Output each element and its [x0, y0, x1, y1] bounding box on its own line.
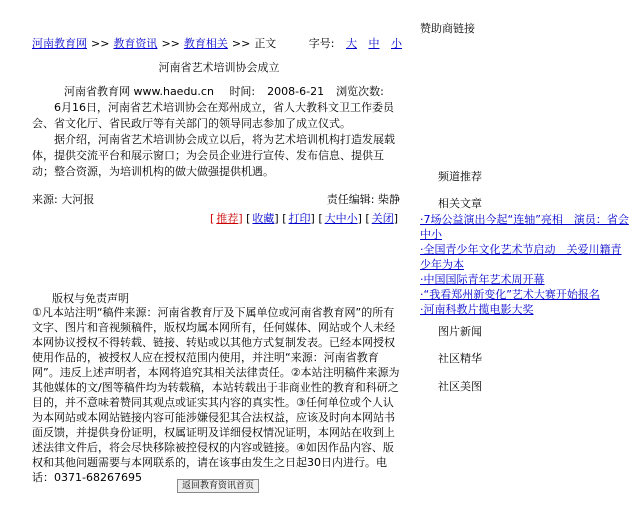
source-label: 来源:: [32, 193, 58, 206]
related-articles-heading: 相关文章: [438, 197, 482, 210]
font-size-large-link[interactable]: 大: [346, 37, 357, 50]
close-link[interactable]: 关闭: [371, 212, 394, 225]
recommend-link[interactable]: 推荐: [216, 212, 239, 225]
article-time-label: 时间:: [229, 85, 256, 98]
breadcrumb-related-link[interactable]: 教育相关: [183, 37, 228, 50]
related-article-link[interactable]: ·全国青少年文化艺术节启动 关爱川籍青少年为本: [420, 243, 622, 271]
breadcrumb-news-link[interactable]: 教育资讯: [113, 37, 158, 50]
list-item: [420, 242, 630, 272]
font-size-label: 字号:: [308, 37, 335, 50]
list-item: [420, 212, 630, 242]
article-body: [32, 100, 396, 180]
related-article-link[interactable]: ·中国国际青年艺术周开幕: [420, 273, 545, 286]
article-title: 河南省艺术培训协会成立: [158, 61, 280, 74]
article-source-bar: [32, 191, 404, 207]
font-size-medium-link[interactable]: 中: [368, 37, 380, 50]
related-article-link[interactable]: ·7场公益演出今起“连轴”亮相 演员：省会中小: [420, 213, 629, 241]
article-paragraph: 据介绍，河南省艺术培训协会成立以后，将为艺术培训机构打造发展载体，提供交流平台和展示窗口；为会员企业进行宣传、发布信息、提供互动；整合资源，为培训机构的做大做强提供机遇。: [32, 133, 395, 178]
breadcrumb: [32, 35, 406, 51]
editor-info: [327, 191, 400, 207]
print-link[interactable]: 打印: [288, 212, 311, 225]
community-featured-heading: 社区精华: [438, 352, 482, 365]
article-meta: [64, 83, 396, 99]
breadcrumb-current: 正文: [254, 37, 277, 50]
related-articles-list: [420, 212, 630, 317]
font-toggle-link[interactable]: 大中小: [324, 212, 358, 225]
source-value: 大河报: [61, 193, 95, 206]
sponsor-links-heading: 赞助商链接: [420, 22, 475, 35]
breadcrumb-separator: >>: [231, 37, 251, 50]
copyright-title: 版权与免责声明: [52, 292, 129, 305]
article-site: 河南省教育网 www.haedu.cn: [64, 85, 214, 98]
photo-news-heading: 图片新闻: [438, 325, 482, 338]
list-item: [420, 272, 630, 287]
channel-recommend-heading: 频道推荐: [438, 170, 482, 183]
breadcrumb-home-link[interactable]: 河南教育网: [32, 37, 87, 50]
editor-label: 责任编辑:: [326, 193, 375, 206]
list-item: [420, 287, 630, 302]
article-actions: [ 推荐] [ 收藏] [ 打印] [ 大中小] [ 关闭]: [210, 212, 398, 225]
favorite-link[interactable]: 收藏: [252, 212, 275, 225]
font-size-small-link[interactable]: 小: [391, 37, 402, 50]
font-size-switcher: [309, 35, 402, 51]
article-paragraph: 6月16日，河南省艺术培训协会在郑州成立，省人大教科文卫工作委员会、省文化厅、省民政厅等有关部门的领导同志参加了成立仪式。: [32, 101, 394, 130]
article-date: 2008-6-21: [267, 85, 325, 98]
article-views-label: 浏览次数:: [336, 85, 384, 98]
breadcrumb-separator: >>: [161, 37, 180, 50]
editor-value: 柴静: [378, 193, 400, 206]
related-article-link[interactable]: ·“我看郑州新变化”艺术大赛开始报名: [420, 288, 600, 301]
breadcrumb-separator: >>: [91, 37, 110, 50]
related-article-link[interactable]: ·河南科教片揽电影大奖: [420, 303, 534, 316]
community-gallery-heading: 社区美图: [438, 380, 482, 393]
list-item: [420, 302, 630, 317]
copyright-text: ①凡本站注明“稿件来源：河南省教育厅及下属单位或河南省教育网”的所有文字、图片和音视频稿件，版权均属本网所有，任何媒体、网站或个人未经本网协议授权不得转载、链接、转贴或以其他方式复制发表。已经本网授权使用作品的，被授权人应在授权范围内使用，并注明“来源：河南省教育网”。违反上述声明者，本网将追究其相关法律责任。②本站注明稿件来源为其他媒体的文/图等稿件均为转载稿，本站转载出于非商业性的教育和科研之目的，并不意味着赞同其观点或证实其内容的真实性。③任何单位或个人认为本网站或本网站链接内容可能涉嫌侵犯其合法权益，应该及时向本网站书面反馈，并提供身份证明，权属证明及详细侵权情况证明，本网站在收到上述法律文件后，将会尽快移除被控侵权的内容或链接。④如因作品内容、版权和其他问题需要与本网联系的，请在该事由发生之日起30日内进行。电话：0371-68267695: [32, 306, 400, 484]
back-to-news-home-button[interactable]: 返回教育资讯首页: [177, 479, 259, 493]
